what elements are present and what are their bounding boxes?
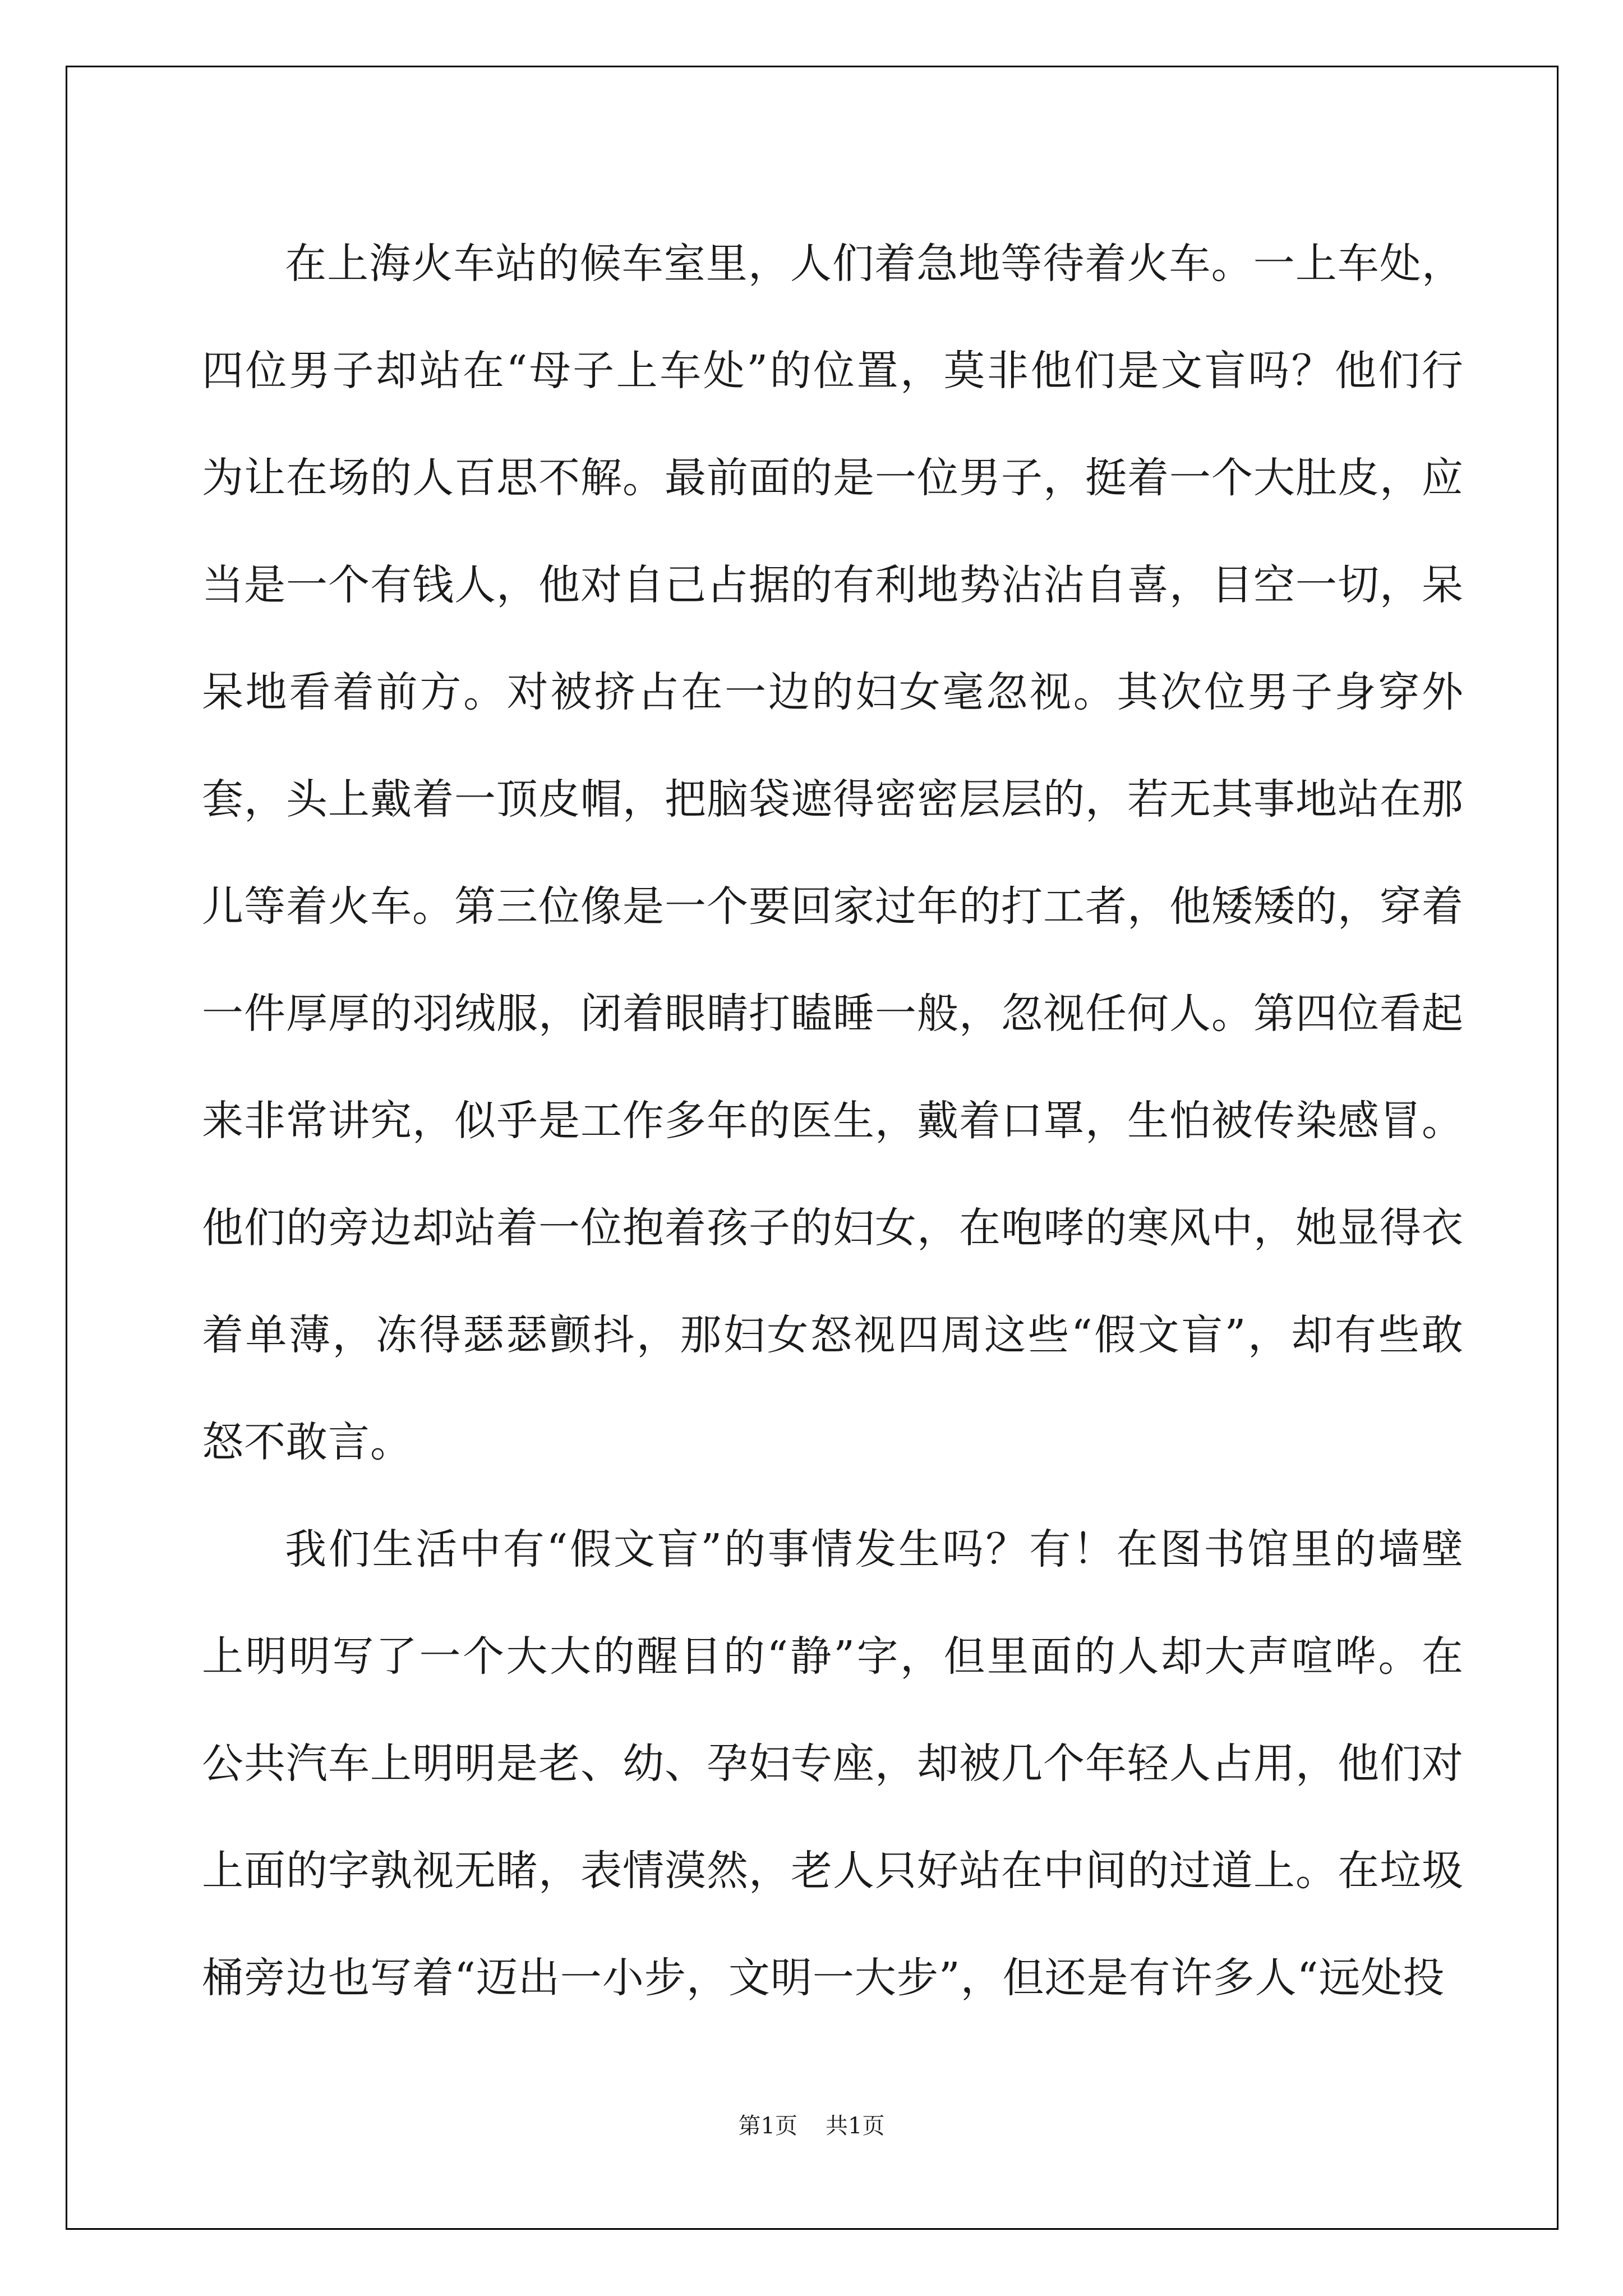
page-number: 第1页 — [738, 2113, 797, 2139]
document-body — [202, 210, 1464, 2032]
page-footer — [0, 2112, 1623, 2140]
page-total: 共1页 — [826, 2113, 885, 2139]
paragraph-2: 我们生活中有“假文盲”的事情发生吗？有！在图书馆里的墙壁上明明写了一个大大的醒目的“静”字，但里面的人却大声喧哗。在公共汽车上明明是老、幼、孕妇专座，却被几个年轻人占用，他们对上面的字孰视无睹，表情漠然，老人只好站在中间的过道上。在垃圾桶旁边也写着“迈出一小步，文明一大步”，但还是有许多人“远处投 — [202, 1525, 1464, 2002]
paragraph-1: 在上海火车站的候车室里，人们着急地等待着火车。一上车处，四位男子却站在“母子上车处”的位置，莫非他们是文盲吗？他们行为让在场的人百思不解。最前面的是一位男子，挺着一个大肚皮，应当是一个有钱人，他对自己占据的有利地势沾沾自喜，目空一切，呆呆地看着前方。对被挤占在一边的妇女毫忽视。其次位男子身穿外套，头上戴着一顶皮帽，把脑袋遮得密密层层的，若无其事地站在那儿等着火车。第三位像是一个要回家过年的打工者，他矮矮的，穿着一件厚厚的羽绒服，闭着眼睛打瞌睡一般，忽视任何人。第四位看起来非常讲究，似乎是工作多年的医生，戴着口罩，生怕被传染感冒。他们的旁边却站着一位抱着孩子的妇女，在咆哮的寒风中，她显得衣着单薄，冻得瑟瑟颤抖，那妇女怒视四周这些“假文盲”，却有些敢怒不敢言。 — [202, 240, 1464, 1466]
